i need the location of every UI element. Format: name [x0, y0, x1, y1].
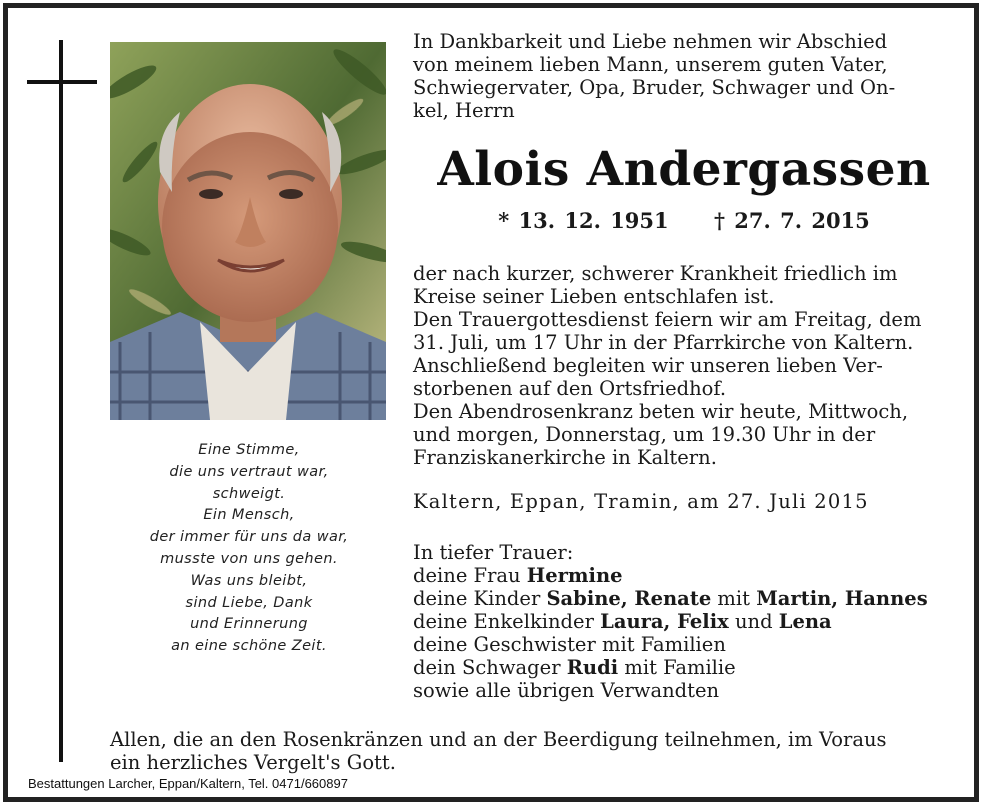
poem-line: die uns vertraut war, [169, 463, 329, 480]
body-line: Franziskanerkirche in Kaltern. [413, 446, 717, 469]
poem-line: an eine schöne Zeit. [171, 638, 327, 655]
body-line: Kreise seiner Lieben entschlafen ist. [413, 285, 775, 308]
mourner-brother-in-law: dein Schwager Rudi mit Familie [413, 656, 736, 679]
poem-line: und Erinnerung [190, 616, 308, 633]
body-line: 31. Juli, um 17 Uhr in der Pfarrkirche von Kaltern. [413, 331, 914, 354]
portrait-photo [110, 42, 386, 420]
body-line: Den Trauergottesdienst feiern wir am Freitag, dem [413, 308, 922, 331]
thanks-line: ein herzliches Vergelt's Gott. [110, 751, 396, 774]
body-line: Anschließend begleiten wir unseren lieben Ver- [413, 354, 883, 377]
intro-line: In Dankbarkeit und Liebe nehmen wir Abschied [413, 30, 888, 53]
place-and-date: Kaltern, Eppan, Tramin, am 27. Juli 2015 [413, 490, 869, 513]
mourner-relatives: sowie alle übrigen Verwandten [413, 679, 720, 702]
poem-line: der immer für uns da war, [149, 529, 349, 546]
portrait-illustration [110, 42, 386, 420]
thanks-text [110, 728, 960, 774]
birth-date: * 13. 12. 1951 [498, 208, 669, 233]
poem [118, 440, 380, 658]
announcement-text [413, 262, 955, 469]
deceased-name: Alois Andergassen [437, 142, 931, 197]
undertaker-info: Bestattungen Larcher, Eppan/Kaltern, Tel. 0471/660897 [28, 776, 348, 791]
intro-text [413, 30, 955, 122]
cross-icon [59, 40, 63, 762]
intro-line: von meinem lieben Mann, unserem guten Vater, [413, 53, 888, 76]
poem-line: Ein Mensch, [203, 507, 295, 524]
mourner-siblings: deine Geschwister mit Familien [413, 633, 726, 656]
mourner-grandchildren: deine Enkelkinder Laura, Felix und Lena [413, 610, 832, 633]
body-line: und morgen, Donnerstag, um 19.30 Uhr in der [413, 423, 876, 446]
body-line: storbenen auf den Ortsfriedhof. [413, 377, 727, 400]
poem-line: Was uns bleibt, [190, 572, 308, 589]
poem-line: Eine Stimme, [198, 442, 300, 458]
poem-line: sind Liebe, Dank [185, 594, 313, 611]
cross-bar [27, 80, 97, 84]
poem-line: musste von uns gehen. [160, 550, 338, 567]
mourners-header: In tiefer Trauer: [413, 541, 574, 564]
thanks-line: Allen, die an den Rosenkränzen und an der Beerdigung teilnehmen, im Voraus [110, 728, 887, 751]
intro-line: Schwiegervater, Opa, Bruder, Schwager und On- [413, 76, 896, 99]
life-dates [413, 208, 955, 233]
mourner-children: deine Kinder Sabine, Renate mit Martin, Hannes [413, 587, 928, 610]
mourner-wife: deine Frau Hermine [413, 564, 623, 587]
intro-line: kel, Herrn [413, 99, 515, 122]
body-line: der nach kurzer, schwerer Krankheit friedlich im [413, 262, 898, 285]
body-line: Den Abendrosenkranz beten wir heute, Mittwoch, [413, 400, 909, 423]
poem-line: schweigt. [212, 485, 286, 502]
death-date: † 27. 7. 2015 [713, 208, 870, 233]
mourners-list [413, 541, 973, 702]
